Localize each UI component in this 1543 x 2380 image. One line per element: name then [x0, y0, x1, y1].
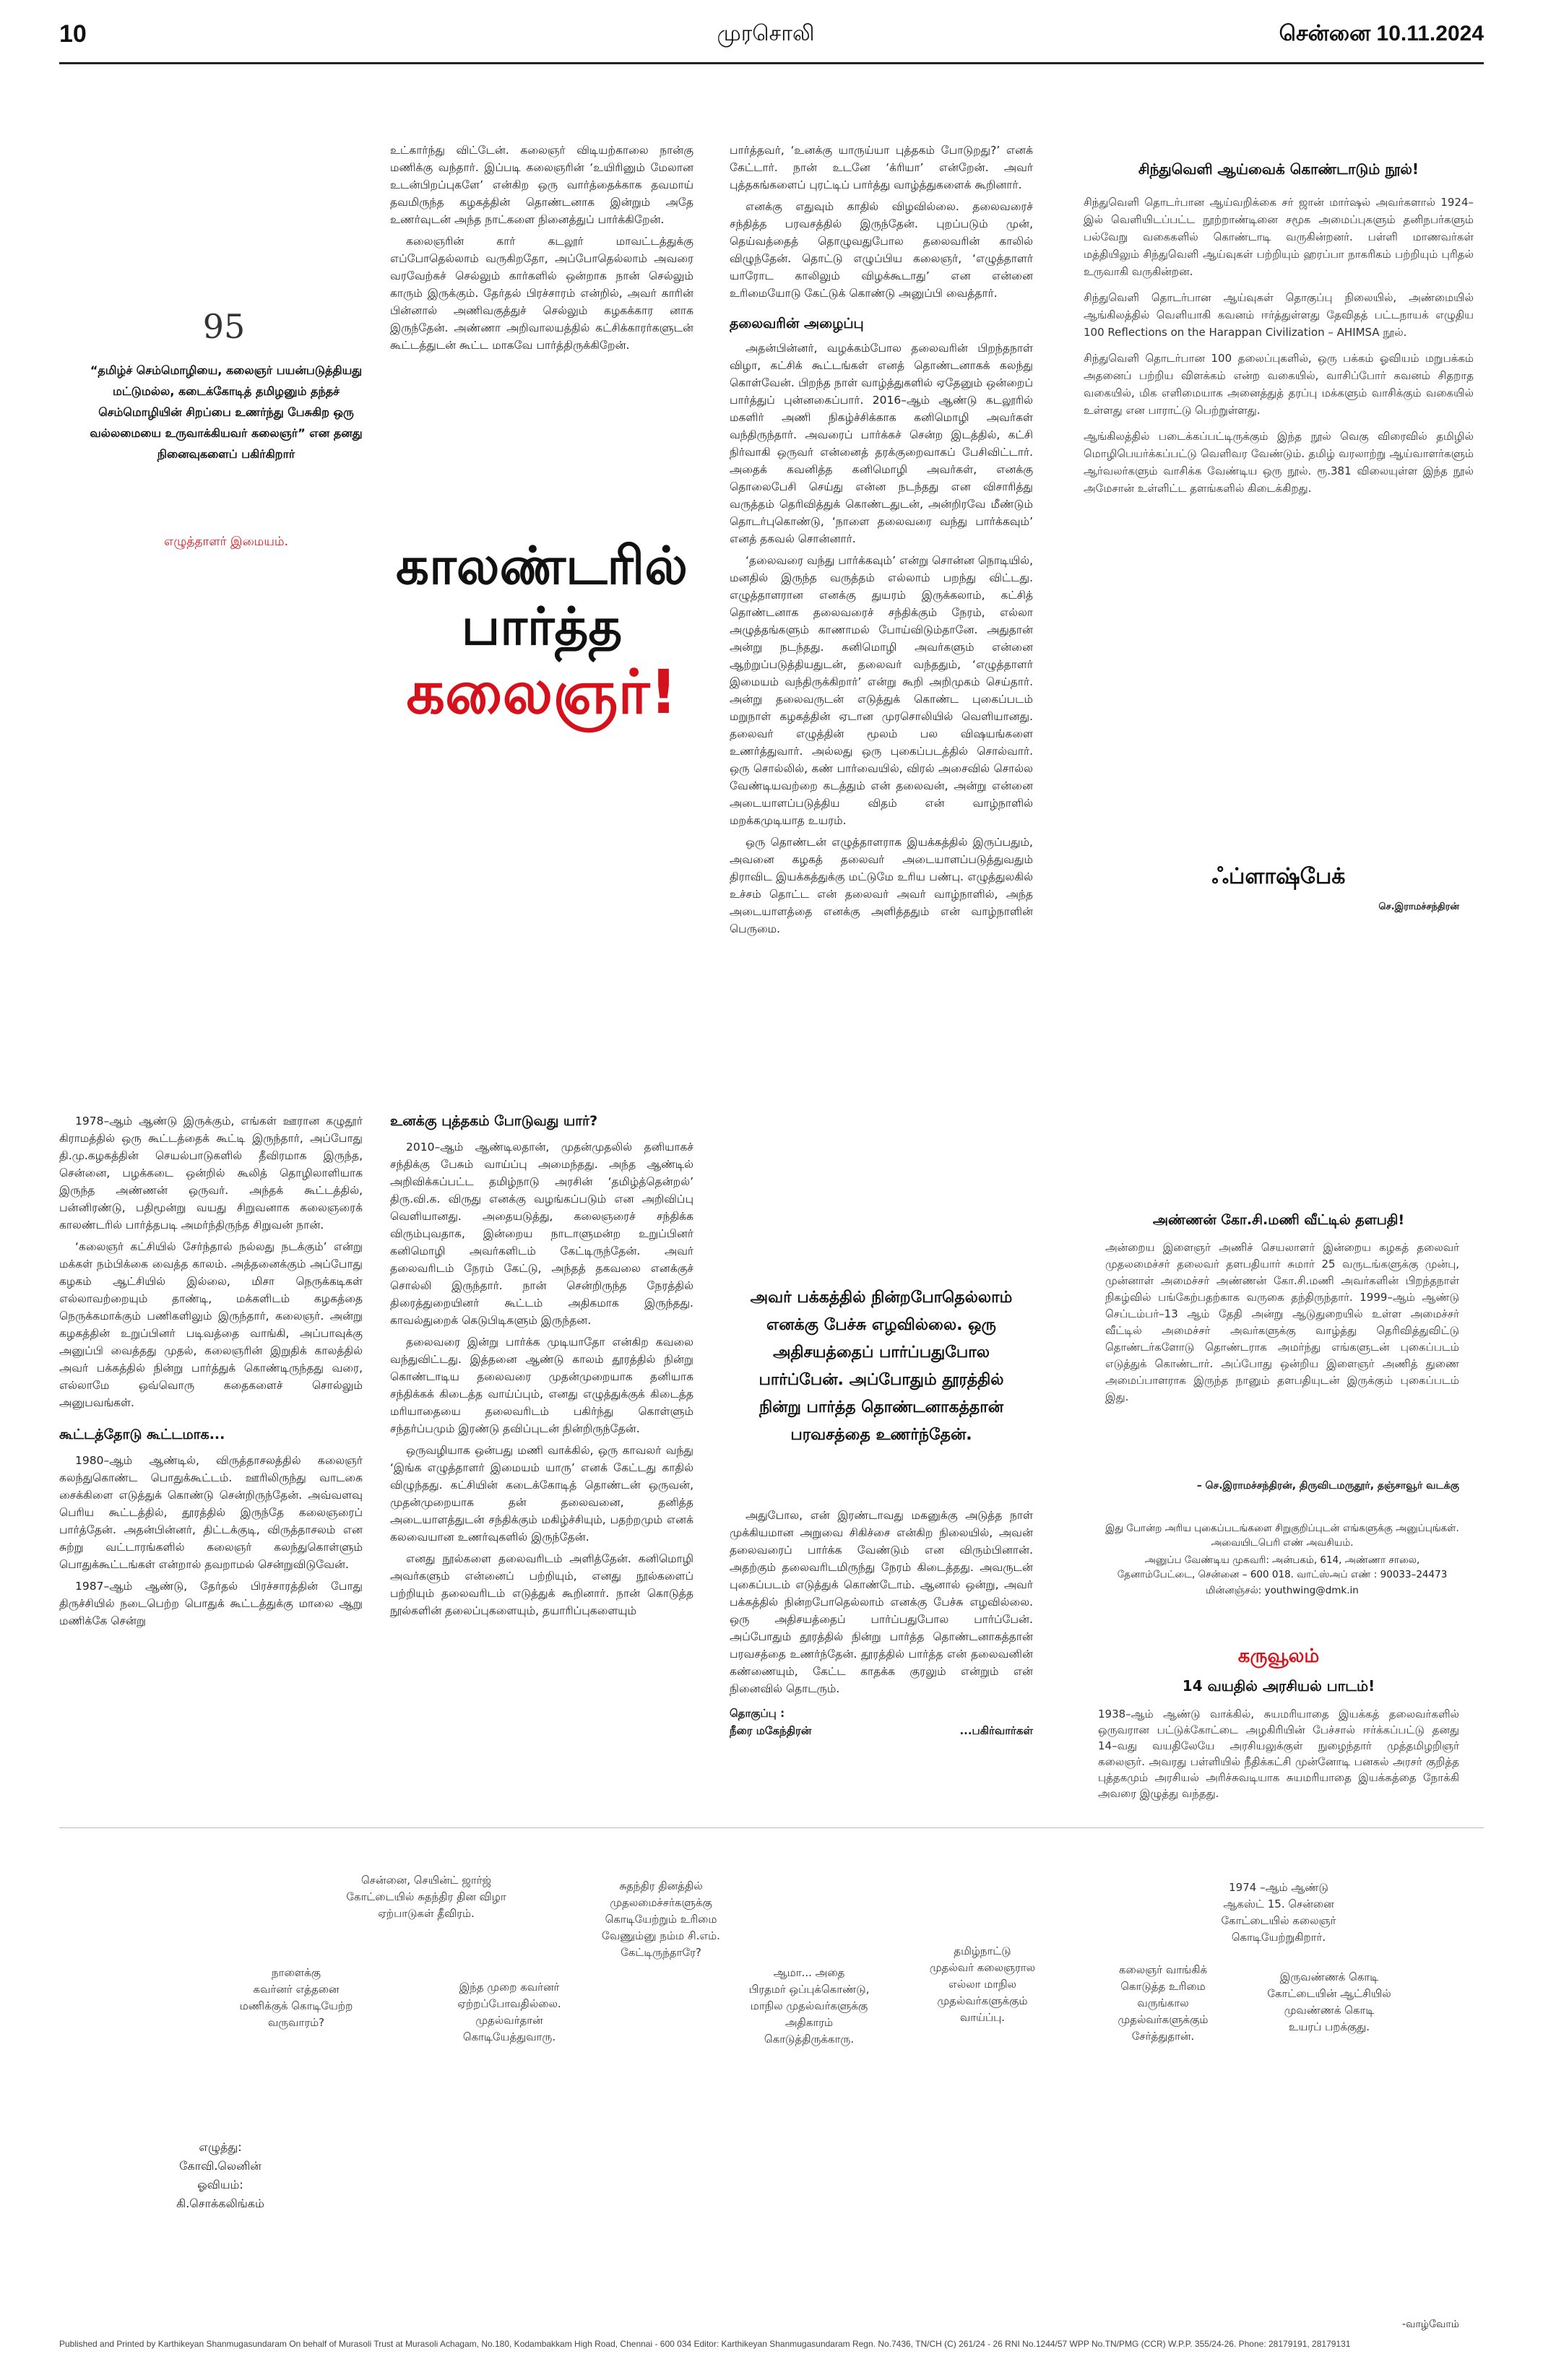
artist-name: கி.சொக்கலிங்கம் [176, 2197, 264, 2210]
comic-caption: 1974 –ஆம் ஆண்டு ஆகஸ்ட் 15. சென்னை கோட்டையில் கலைஞர் கொடியேற்றுகிறார். [1221, 1881, 1336, 1944]
comic-caption: சுதந்திர தினத்தில் முதலமைச்சர்களுக்கு கொடியேற்றும் உரிமை வேணும்னு நம்ம சி.எம். கேட்டிருந்தாரே? [602, 1879, 720, 1959]
headline-line3: கலைஞர்! [406, 657, 678, 727]
submission-email: மின்னஞ்சல்: youthwing@dmk.in [1206, 1585, 1359, 1596]
pull-quote: அவர் பக்கத்தில் நின்றபோதெல்லாம் எனக்கு பேச்சு எழவில்லை. ஒரு அதிசயத்தைப் பார்ப்பதுபோல பார்ப்பேன். அப்போதும் தூரத்தில் நின்று பார்த்த தொண்டனாகத்தான் பரவசத்தை உணர்ந்தேன். [750, 1289, 1013, 1444]
paragraph: சிந்துவெளி தொடர்பான ஆய்வுகள் தொகுப்பு நிலையில், அண்மையில் ஆங்கிலத்தில் வெளியாகி கவனம் ஈர்த்துள்ளது தேவிதத் பட்டநாயக் எழுதிய 100 Reflections on the Harappan Civilization – AHIMSA நூல். [1084, 291, 1474, 339]
paragraph: ஒருவழியாக ஒன்பது மணி வாக்கில், ஒரு காவலர் வந்து ‘இங்க எழுத்தாளர் இமையம் யாரு’ எனக் கேட்டது காதில் விழுந்தது. கட்சியின் கடைக்கோடித் தொண்டன் ஒருவன், முதன்முறையாக தன் தலைவனை, தனித்த அடையாளத்துடன் சந்திக்கும் மகிழ்ச்சியும், பதற்றமும் எனக் கலவையான உணர்வுகளில் இருந்தேன். [390, 1444, 693, 1544]
comic-caption: நாளைக்கு கவர்னர் எத்தனை மணிக்குக் கொடியேற்ற வருவாரம்? [239, 1966, 353, 2029]
paragraph: ஆங்கிலத்தில் படைக்கப்பட்டிருக்கும் இந்த நூல் வெகு விரைவில் தமிழில் மொழிபெயர்க்கப்பட்டு வெளிவர வேண்டும். தமிழ் வரலாற்று ஆய்வாளர்களும் ஆர்வலர்களும் வாசிக்க வேண்டிய ஒரு நூல். ரூ.381 விலையுள்ள இந்த நூல் அமேசான் உள்ளிட்ட தளங்களில் கிடைக்கிறது. [1084, 430, 1474, 495]
paragraph: பார்த்தவர், ‘உனக்கு யாருய்யா புத்தகம் போடுறது?’ எனக் கேட்டார். நான் உடனே ‘க்ரியா’ என்றேன். அவர் புத்தகங்களைப் புரட்டிப் பார்த்து வாழ்த்துகளைக் கூறினார். [730, 144, 1033, 191]
paragraph: ஒரு தொண்டன் எழுத்தாளராக இயக்கத்தில் இருப்பதும், அவனை கழகத் தலைவர் அடையாளப்படுத்துவதும் திராவிட இயக்கத்துக்கு மட்டுமே உரிய பண்பு. எழுத்துலகில் உச்சம் தொட்ட என் தலைவர் அவர் வாழ்நாளில், அந்த அடையாளத்தை எனக்கு அளித்ததும் என் வாழ்நாளின் பெருமை. [730, 836, 1033, 935]
comic-caption: ஆமா... அதை பிரதமர் ஒப்புக்கொண்டு, மாநில முதல்வர்களுக்கு அதிகாரம் கொடுத்திருக்காரு. [748, 1966, 870, 2046]
comic-caption: இருவண்ணக் கொடி கோட்டையின் ஆட்சியில் முவண்ணக் கொடி உயரப் பறக்குது. [1267, 1970, 1391, 2033]
subheading-publisher: உனக்கு புத்தகம் போடுவது யார்? [390, 1113, 598, 1129]
writer-name: கோவி.லெனின் [179, 2159, 262, 2173]
paragraph: அன்றைய இளைஞர் அணிச் செயலாளர் இன்றைய கழகத் தலைவர் முதலமைச்சர் தலைவர் தளபதியார் சுமார் 25 வருடங்களுக்கு முன்பு, முன்னாள் அமைச்சர் அண்ணன் கோ.சி.மணி அவர்களின் பிறந்தநாள் நிகழ்வில் பங்கேற்பதற்காக வருகை தந்திருந்தார். 1999–ஆம் ஆண்டு செப்டம்பர்–13 ஆம் தேதி அன்று ஆடுதுறையில் உள்ள அமைச்சர் வீட்டில் அமைச்சர் அவர்களுக்கு வாழ்த்து தெரிவித்துவிட்டு தொண்டர்களோடு தொண்டராக அமர்ந்து எங்களுடன் புகைப்படம் எடுத்துக் கொண்டார். அப்போது ஒன்றிய இளைஞர் அணித் துணை அமைப்பாளராக இருந்த நானும் தளபதியுடன் இருக்கும் புகைப்படம் இது. [1105, 1241, 1459, 1403]
column-3-bottom [730, 1507, 1033, 1739]
indus-title: சிந்துவெளி ஆய்வைக் கொண்டாடும் நூல்! [1138, 160, 1419, 178]
paragraph: உட்கார்ந்து விட்டேன். கலைஞர் விடியற்காலை நான்கு மணிக்கு வந்தார். இப்படி கலைஞரின் ‘உயிரினும் மேலான உடன்பிறப்புகளே’ என்கிற ஒரு வார்த்தைக்காக தவமாய் தவமிருந்த கழகத்தின் தொண்டனாக இன்றும் அதே உணர்வுடன் அந்த நாட்களை நினைத்துப் பார்க்கிறேன். [390, 144, 693, 226]
paragraph: எனக்கு எதுவும் காதில் விழவில்லை. தலைவரைச் சந்தித்த பரவசத்தில் இருந்தேன். புறப்படும் முன், தெய்வத்தைத் தொழுவதுபோல தலைவரின் காலில் விழுந்தேன். தொட்டு எழுப்பிய கலைஞர், ‘எழுத்தாளர் யாரோட காலிலும் விழக்கூடாது’ என என்னை உரிமையோடு கேட்டுக் கொண்டு அனுப்பி வைத்தார். [730, 200, 1033, 300]
photo-story-signature: – செ.இராமச்சந்திரன், திருவிடமருதூர், தஞ்சாவூர் வடக்கு [1196, 1480, 1459, 1492]
compiler-name: நீரை மகேந்திரன் [730, 1724, 812, 1737]
karuvoolam-title: கருவூலம் [1237, 1645, 1320, 1667]
photo-story [1105, 1239, 1459, 1414]
series-number: 95 [202, 307, 246, 346]
comic-continued: -வாழ்வோம் [1402, 2319, 1459, 2330]
comic-divider [59, 1827, 1484, 1828]
artist-label: ஓவியம்: [197, 2178, 243, 2191]
karuvoolam-subtitle: 14 வயதில் அரசியல் பாடம்! [1182, 1677, 1375, 1695]
karuvoolam-text [1098, 1706, 1459, 1810]
submission-address: அனுப்ப வேண்டிய முகவரி: அன்பகம், 614, அண்ணா சாலை, தேனாம்பேட்டை, சென்னை – 600 018. வாட்ஸ்அப் எண் : 90033–24473 [1117, 1554, 1448, 1580]
submission-invite: இது போன்ற அரிய புகைப்படங்களை சிறுகுறிப்புடன் எங்களுக்கு அனுப்புங்கள். அவையிடபெரி எண் அவசியம். [1105, 1523, 1459, 1549]
page-number: 10 [59, 20, 87, 48]
paragraph: எனது நூல்களை தலைவரிடம் அளித்தேன். கனிமொழி அவர்களும் என்னைப் பற்றியும், எனது நூல்களைப் பற்றியும் தலைவரிடம் எடுத்துக் கூறினார். நான் கொடுத்த நூல்களின் தலைப்புகளையும், தயாரிப்புகளையும் [390, 1552, 693, 1617]
flashback-title: ஃப்ளாஷ்பேக் [1211, 864, 1346, 889]
comic-caption: சென்னை, செயின்ட் ஜார்ஜ் கோட்டையில் சுதந்திர தின விழா ஏற்பாடுகள் தீவிரம். [346, 1874, 506, 1920]
column-3-top [730, 142, 1033, 942]
comic-caption: இந்த முறை கவர்னர் ஏற்றப்போவதில்லை. முதல்வர்தான் கொடியேத்துவாரு. [457, 1981, 561, 2043]
header-rule [59, 62, 1484, 64]
compiler-label: தொகுப்பு : [730, 1707, 785, 1720]
paragraph: 1980–ஆம் ஆண்டில், விருத்தாசலத்தில் கலைஞர் கலந்துகொண்ட பொதுக்கூட்டம். ஊரிலிருந்து வாடகை சைக்கிளை எடுத்துக் கொண்டு சென்றிருந்தேன். அவ்வளவு பெரிய கூட்டத்தில், தூரத்தில் இருந்தே கலைஞரைப் பார்த்தேன். அதன்பின்னர், திட்டக்குடி, விருத்தாசலம் என சுற்று வட்டாரங்களில் கலைஞர் கலந்துகொள்ளும் பொதுக்கூட்டங்கள் என்றால் தவறாமல் சென்றுவிடுவேன். [59, 1454, 363, 1571]
masthead: முரசொலி [717, 22, 815, 46]
footer-imprint: Published and Printed by Karthikeyan Shanmugasundaram On behalf of Murasoli Trust at Murasoli Achagam, No.180, Kodambakkam High Road, Chennai - 600 034 Editor: Karthikeyan Shanmugasundaram Regn. No.7436, TN/CH (C) 261/24 - 26 RNI No.1244/57 WPP No.TN/PMG (CCR) W.P.P. 355/24-26. Phone: 28179191, 28179131 [59, 2339, 1351, 2349]
comic-caption: தமிழ்நாட்டு முதல்வர் கலைஞரால எல்லா மாநில முதல்வர்களுக்கும் வாய்ப்பு. [929, 1944, 1036, 2024]
paragraph: ‘கலைஞர் கட்சியில் சேர்ந்தால் நல்லது நடக்கும்’ என்று மக்கள் நம்பிக்கை வைத்த காலம். அத்தனைக்கும் அப்போது கழகம் ஆட்சியில் இல்லை, மிசா நெருக்கடிகள் எல்லாவற்றையும் தாண்டி, மக்களிடம் கழகத்தை நெருக்கமாக்கும் பணிகளிலும் இருந்தார், கலைஞர். அன்று கழகத்தின் உறுப்பினர் படிவத்தை வாங்கி, அப்பாவுக்கு அனுப்பி வைத்தது முதல், கலைஞரின் இறுதிக் காலத்தில் அவர் பக்கத்தில் நின்று பார்த்துக் கொண்டிருந்தது வரை, எல்லாமே ஒவ்வொரு கதைகளைச் சொல்லும் அனுபவங்கள். [59, 1240, 363, 1409]
flashback-author: செ.இராமச்சந்திரன் [1378, 901, 1459, 912]
paragraph: தலைவரை இன்று பார்க்க முடியாதோ என்கிற கவலை வந்துவிட்டது. இத்தனை ஆண்டு காலம் தூரத்தில் நின்று கொண்டாடிய தலைவரை முதன்முறையாக தனியாக சந்திக்கக் கிடைத்த வாய்ப்பும், எனது எழுத்துக்குக் கிடைத்த மரியாதையை தலைவரிடம் பகிர்ந்து கொள்ளும் சந்தர்ப்பமும் இரண்டு தவிப்புடன் நின்றிருந்தேன். [390, 1336, 693, 1435]
continued-note: ...பகிர்வார்கள் [959, 1724, 1033, 1737]
headline-line2: பார்த்த [461, 596, 623, 657]
intro-quote: “தமிழ்ச் செம்மொழியை, கலைஞர் பயன்படுத்தியது மட்டுமல்ல, கடைக்கோடித் தமிழனும் தந்தச் செம்மொழியின் சிறப்பை உணர்ந்து பேசுகிற ஒரு வல்லமையை உருவாக்கியவர் கலைஞர்” என தனது நினைவுகளைப் பகிர்கிறார் [90, 363, 363, 461]
paragraph: அதுபோல, என் இரண்டாவது மகனுக்கு அடுத்த நாள் முக்கியமான அறுவை சிகிச்சை என்கிற நிலையில், அவன் தலைவரைப் பார்க்க வேண்டும் என விரும்பினான். அதற்கும் தலைவரிடமிருந்து நேரம் கிடைத்தது. அவருடன் புகைப்படம் எடுத்துக் கொண்டோம். ஆனால் ஒன்று, அவர் பக்கத்தில் நின்றபோதெல்லாம் எனக்கு பேச்சு எழவில்லை. ஒரு அதிசயத்தைப் பார்ப்பதுபோல பார்ப்பேன். அப்போதும் தூரத்தில் நின்று பார்த்த தொண்டனாகத்தான் பரவசத்தை உணர்ந்தேன். தூரத்தில் பார்த்த என் தலைவனின் கண்ணையும், கேட்ட காதக்க குரலும் என்றும் என் நினைவில் தொடரும். [730, 1509, 1033, 1695]
column-2-bottom [390, 1112, 693, 1624]
paragraph: 1938–ஆம் ஆண்டு வாக்கில், சுயமரியாதை இயக்கத் தலைவர்களில் ஒருவரான பட்டுக்கோட்டை அழகிரியின் பேச்சால் ஈர்க்கப்பட்டு தனது 14–வது வயதிலேயே அரசியலுக்குள் நுழைந்தார் முத்தமிழறிஞர் கலைஞர். அவரது பள்ளியில் நீதிக்கட்சி முன்னோடி பனகல் அரசர் குறித்த புத்தகமும் அரசியல் அரிச்சுவடியாக சுயமரியாதை இயக்கத்தை நோக்கி அவரை இழுத்து வந்தது. [1098, 1708, 1459, 1800]
paragraph: அதன்பின்னர், வழக்கம்போல தலைவரின் பிறந்தநாள் விழா, கட்சிக் கூட்டங்கள் எனத் தொண்டனாகக் கலந்து கொள்வேன். பிறந்த நாள் வாழ்த்துகளில் ஏதேனும் ஒன்றைப் பார்த்துப் புன்னகைப்பார். 2016–ஆம் ஆண்டு கடலூரில் மகளிர் அணி நிகழ்ச்சிக்காக கனிமொழி அவர்கள் வந்திருந்தார். அவரைப் பார்க்கச் சென்ற இடத்தில், கட்சி நிர்வாகி ஒருவர் என்னைத் தரக்குறைவாகப் பேசிவிட்டார். அதைக் கவனித்த கனிமொழி அவர்கள், எனக்கு தொலைபேசி செய்து என்ன நடந்தது என விசாரித்து வருத்தம் தெரிவித்துக் கொண்டதுடன், அன்றிரவே மீண்டும் தொடர்புகொண்டு, ‘நாளை தலைவரை வந்து பார்க்கவும்’ எனத் தகவல் சொன்னார். [730, 342, 1033, 545]
comic-credits [141, 2138, 300, 2213]
paragraph: 1987–ஆம் ஆண்டு, தேர்தல் பிரச்சாரத்தின் போது திருச்சியில் நடைபெற்ற பொதுக் கூட்டத்துக்கு மாலை ஆறு மணிக்கே சென்று [59, 1580, 363, 1627]
photo-story-title: அண்ணன் கோ.சி.மணி வீட்டில் தளபதி! [1152, 1212, 1405, 1228]
intro-author: எழுத்தாளர் இமையம். [163, 535, 289, 549]
paragraph: சிந்துவெளி தொடர்பான ஆய்வறிக்கை சர் ஜான் மார்ஷல் அவர்களால் 1924–இல் வெளியிடப்பட்ட நூற்றாண்டினை சமூக அமைப்புகளும் தனிநபர்களும் பல்வேறு வகைகளில் கொண்டாடி வருகின்றனர். பள்ளி மாணவர்கள் மத்தியிலும் சிந்துவெளி ஆய்வுகள் பற்றியும் ஹரப்பா நாகரிகம் பற்றியும் புரிதல் உருவாகி வருகின்றன. [1084, 196, 1474, 278]
writer-label: எழுத்து: [199, 2140, 242, 2154]
column-1-bottom [59, 1112, 363, 1634]
paragraph: சிந்துவெளி தொடர்பான 100 தலைப்புகளில், ஒரு பக்கம் ஓவியம் மறுபக்கம் அதனைப் பற்றிய விளக்கம் என்ற வகையில், வாசிப்போர் கவனம் சிதறாத வகையில், மிக எளிமையாக அனைத்துத் தரப்பு மக்களும் வாசிக்கும் வகையில் உள்ளது என பாராட்டு பெற்றுள்ளது. [1084, 352, 1474, 417]
paragraph: ‘தலைவரை வந்து பார்க்கவும்’ என்று சொன்ன நொடியில், மனதில் இருந்த வருத்தம் எல்லாம் பறந்து விட்டது. எழுத்தாளரான எனக்கு துயரம் இருக்கலாம், கட்சித் தொண்டனாக தலைவரைச் சந்திக்கும் நேரம், எல்லா அழுத்தங்களும் காணாமல் போய்விடும்தானே. அதுதான் அன்று நடந்தது. கனிமொழி அவர்களும் என்னை ஆற்றுப்படுத்தியதுடன், தலைவர் வந்ததும், ‘எழுத்தாளர் இமையம் வந்திருக்கிறார்’ என்று கூறி அறிமுகம் செய்தார். அன்று தலைவருடன் எடுத்துக் கொண்ட புகைப்படம் மறுநாள் கழகத்தின் ஏடான முரசொலியில் வெளியானது. தலைவர் எழுத்தின் மூலம் பல விஷயங்களை உணர்த்துவார். அல்லது ஒரு புகைப்படத்தில் சொல்வார். ஒரு சொல்லில், கண் பார்வையில், விரல் அசைவில் சொல்ல வேண்டியவற்றை கடத்தும் என் தலைவன், அன்று என்னை அடையாளப்படுத்திய விதம் என் வாழ்நாளில் மறக்கமுடியாத உயரம். [730, 554, 1033, 827]
paragraph: 1978–ஆம் ஆண்டு இருக்கும், எங்கள் ஊரான கழுதூர் கிராமத்தில் ஒரு கூட்டத்தைக் கூட்டி இருந்தார், அப்போது தி.மு.கழகத்தின் செயல்பாடுகளில் தீவிரமாக இருந்த, சென்னை, பழக்கடை ஒன்றில் கூலித் தொழிலாளியாக இருந்த அண்ணன் ஒருவர். அந்தக் கூட்டத்தில், பன்னிரண்டு, பதிமூன்று வயது சிறுவனாக கலைஞரைக் காலண்டரில் பார்த்தபடி அமர்ந்திருந்த சிறுவன் நான். [59, 1115, 363, 1232]
dateline: சென்னை 10.11.2024 [1279, 22, 1484, 46]
indus-article [1084, 194, 1474, 506]
comic-caption: கலைஞர் வாங்கிக் கொடுத்த உரிமை வருங்கால முதல்வர்களுக்கும் சேர்த்துதான். [1118, 1963, 1209, 2043]
subheading-crowd: கூட்டத்தோடு கூட்டமாக... [59, 1427, 225, 1442]
paragraph: கலைஞரின் கார் கடலூர் மாவட்டத்துக்கு எப்போதெல்லாம் வருகிறதோ, அப்போதெல்லாம் அவரை வரவேற்கச் செல்லும் கார்களில் ஒன்றாக நான் செல்லும் காரும் இருக்கும். தேர்தல் பிரச்சாரம் என்றில், அவர் காரின் பின்னால் அணிவகுத்துச் செல்லும் கழகக்கார னாக இருந்தேன். அண்ணா அறிவாலயத்தில் கட்சிக்காரர்களுடன் கூட்டத்துடன் கூட்ட மாகவே பார்த்திருக்கிறேன். [390, 235, 693, 352]
headline-line1: காலண்டரில் [396, 535, 688, 596]
column-2-top [390, 142, 693, 358]
subheading-leader-invite: தலைவரின் அழைப்பு [730, 316, 864, 332]
paragraph: 2010–ஆம் ஆண்டிலதான், முதன்முதலில் தனியாகச் சந்திக்கு பேசும் வாய்ப்பு அமைந்தது. அந்த ஆண்டில் அறிவிக்கப்பட்ட தமிழ்நாடு அரசின் ‘தமிழ்த்தென்றல்’ திரு.வி.க. விருது எனக்கு வழங்கப்படும் என அறிவிப்பு வெளியானது. அதையடுத்து, கலைஞரைச் சந்திக்க விரும்புவதாக, இன்றைய நாடாளுமன்ற உறுப்பினர் கனிமொழி அவர்களிடம் கேட்டிருந்தேன். அவர் தலைவரிடம் நேரம் கேட்டு, அந்தத் தகவலை எனக்குச் சொல்லி இருந்தார். நான் சென்றிருந்த நேரத்தில் திரைத்துறையினர் கூட்டம் அதிகமாக இருந்தது. காவல்துறைக் கெடுபிடிகளும் இருந்தன. [390, 1141, 693, 1327]
